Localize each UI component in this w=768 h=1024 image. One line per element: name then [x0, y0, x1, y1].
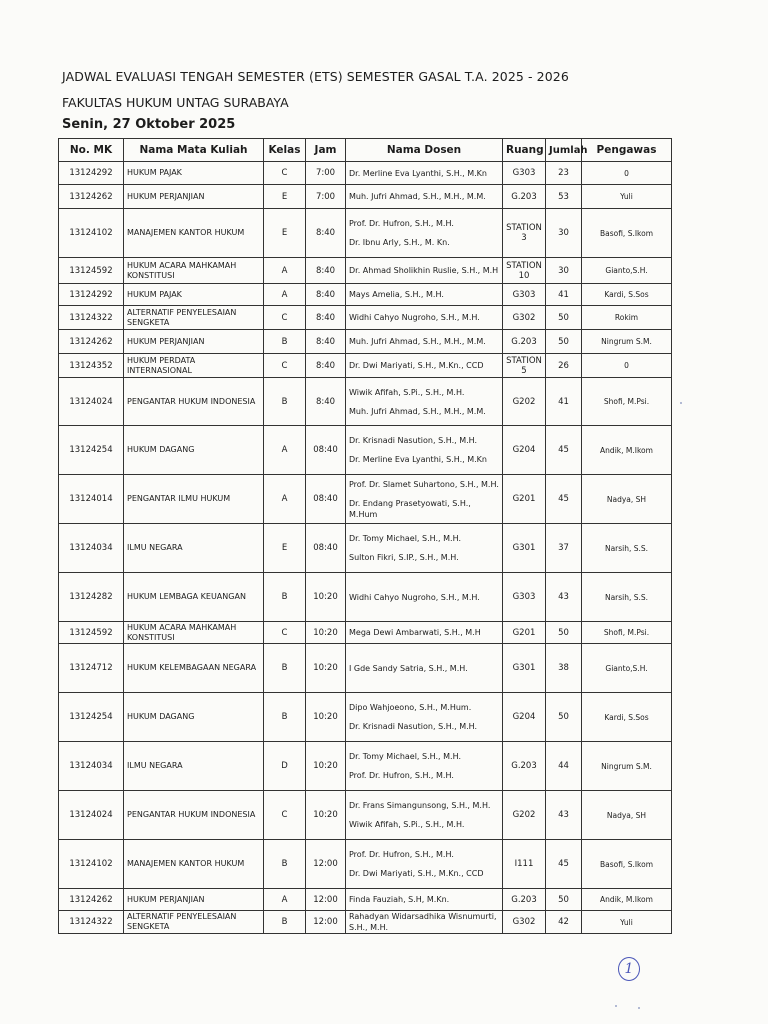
cell-kelas: C	[264, 162, 306, 185]
lecturer-name: Muh. Jufri Ahmad, S.H., M.H., M.M.	[349, 337, 486, 346]
cell-ruang: G202	[503, 791, 546, 840]
page-number-mark: 1	[618, 957, 640, 981]
cell-kelas: B	[264, 330, 306, 354]
cell-jumlah: 37	[546, 524, 582, 573]
cell-jumlah: 41	[546, 378, 582, 426]
cell-dosen	[346, 791, 503, 840]
cell-mata-kuliah: PENGANTAR HUKUM INDONESIA	[124, 791, 264, 840]
cell-mata-kuliah: HUKUM PERJANJIAN	[124, 889, 264, 911]
cell-jumlah: 50	[546, 306, 582, 330]
cell-jam: 12:00	[306, 911, 346, 934]
cell-pengawas: Andik, M.Ikom	[582, 426, 672, 475]
cell-jam: 10:20	[306, 791, 346, 840]
cell-pengawas: Yuli	[582, 911, 672, 934]
cell-jam: 10:20	[306, 573, 346, 622]
cell-kelas: A	[264, 426, 306, 475]
cell-mata-kuliah: HUKUM PAJAK	[124, 162, 264, 185]
cell-ruang: G302	[503, 911, 546, 934]
col-header-jumlah: Jumlah	[546, 139, 582, 162]
cell-jumlah: 50	[546, 693, 582, 742]
cell-kelas: B	[264, 378, 306, 426]
cell-dosen	[346, 742, 503, 791]
cell-jam: 8:40	[306, 330, 346, 354]
cell-mata-kuliah: HUKUM KELEMBAGAAN NEGARA	[124, 644, 264, 693]
cell-mata-kuliah: HUKUM PERDATA INTERNASIONAL	[124, 354, 264, 378]
col-header-no-mk: No. MK	[59, 139, 124, 162]
cell-jam: 8:40	[306, 354, 346, 378]
lecturer-name: Prof. Dr. Hufron, S.H., M.H.	[349, 771, 454, 780]
cell-mata-kuliah: HUKUM ACARA MAHKAMAH KONSTITUSI	[124, 622, 264, 644]
cell-no-mk: 13124024	[59, 791, 124, 840]
cell-no-mk: 13124254	[59, 426, 124, 475]
cell-kelas: E	[264, 524, 306, 573]
cell-no-mk: 13124322	[59, 306, 124, 330]
table-row	[59, 791, 672, 840]
lecturer-name: Prof. Dr. Slamet Suhartono, S.H., M.H.	[349, 479, 499, 489]
lecturer-name: Dr. Krisnadi Nasution, S.H., M.H.	[349, 722, 478, 731]
cell-jumlah: 43	[546, 791, 582, 840]
cell-pengawas: Nadya, SH	[582, 475, 672, 524]
col-header-pengawas: Pengawas	[582, 139, 672, 162]
col-header-kelas: Kelas	[264, 139, 306, 162]
cell-no-mk: 13124292	[59, 284, 124, 306]
cell-pengawas: Rokim	[582, 306, 672, 330]
cell-ruang: G.203	[503, 889, 546, 911]
cell-pengawas: Gianto,S.H.	[582, 644, 672, 693]
lecturer-name: Dr. Frans Simangunsong, S.H., M.H.	[349, 801, 491, 810]
table-row	[59, 185, 672, 209]
cell-jumlah: 50	[546, 622, 582, 644]
cell-no-mk: 13124034	[59, 524, 124, 573]
cell-jumlah: 26	[546, 354, 582, 378]
cell-ruang: G303	[503, 573, 546, 622]
cell-ruang: G201	[503, 622, 546, 644]
table-row	[59, 475, 672, 524]
lecturer-name: Sulton Fikri, S.IP., S.H., M.H.	[349, 553, 459, 562]
cell-pengawas: 0	[582, 354, 672, 378]
cell-mata-kuliah: MANAJEMEN KANTOR HUKUM	[124, 209, 264, 258]
cell-ruang: G301	[503, 524, 546, 573]
cell-mata-kuliah: ILMU NEGARA	[124, 524, 264, 573]
cell-mata-kuliah: ILMU NEGARA	[124, 742, 264, 791]
cell-kelas: A	[264, 889, 306, 911]
cell-kelas: C	[264, 354, 306, 378]
cell-kelas: D	[264, 742, 306, 791]
lecturer-name: Dr. Ahmad Sholikhin Ruslie, S.H., M.H	[349, 266, 499, 275]
cell-ruang: G.203	[503, 330, 546, 354]
cell-pengawas: Shofi, M.Psi.	[582, 622, 672, 644]
cell-pengawas: Narsih, S.S.	[582, 524, 672, 573]
cell-pengawas: Kardi, S.Sos	[582, 693, 672, 742]
cell-no-mk: 13124024	[59, 378, 124, 426]
cell-jam: 8:40	[306, 258, 346, 284]
cell-pengawas: Kardi, S.Sos	[582, 284, 672, 306]
cell-jam: 08:40	[306, 524, 346, 573]
cell-mata-kuliah: HUKUM DAGANG	[124, 693, 264, 742]
cell-jam: 10:20	[306, 742, 346, 791]
lecturer-name: Wiwik Afifah, S.Pi., S.H., M.H.	[349, 387, 465, 397]
cell-dosen	[346, 306, 503, 330]
cell-ruang: G204	[503, 426, 546, 475]
cell-ruang: G204	[503, 693, 546, 742]
lecturer-name: Dr. Tomy Michael, S.H., M.H.	[349, 752, 462, 761]
cell-kelas: B	[264, 693, 306, 742]
cell-no-mk: 13124262	[59, 330, 124, 354]
scan-speck	[615, 1005, 617, 1007]
cell-no-mk: 13124282	[59, 573, 124, 622]
table-row	[59, 284, 672, 306]
lecturer-name: Muh. Jufri Ahmad, S.H., M.H., M.M.	[349, 406, 486, 416]
table-header-row	[59, 139, 672, 162]
cell-dosen	[346, 185, 503, 209]
cell-ruang: I111	[503, 840, 546, 889]
cell-dosen	[346, 644, 503, 693]
cell-jam: 8:40	[306, 284, 346, 306]
cell-jam: 10:20	[306, 644, 346, 693]
cell-jumlah: 42	[546, 911, 582, 934]
cell-kelas: C	[264, 306, 306, 330]
lecturer-name: Prof. Dr. Hufron, S.H., M.H.	[349, 219, 454, 228]
schedule-table-body	[59, 162, 672, 934]
lecturer-name: Dr. Dwi Mariyati, S.H., M.Kn., CCD	[349, 869, 484, 878]
cell-pengawas: Shofi, M.Psi.	[582, 378, 672, 426]
cell-dosen	[346, 354, 503, 378]
cell-jam: 12:00	[306, 840, 346, 889]
cell-no-mk: 13124102	[59, 840, 124, 889]
cell-no-mk: 13124292	[59, 162, 124, 185]
lecturer-name: I Gde Sandy Satria, S.H., M.H.	[349, 663, 468, 673]
lecturer-name: Muh. Jufri Ahmad, S.H., M.H., M.M.	[349, 192, 486, 201]
cell-ruang: STATION 5	[503, 354, 546, 378]
schedule-table	[58, 138, 672, 934]
cell-kelas: E	[264, 209, 306, 258]
cell-jumlah: 44	[546, 742, 582, 791]
cell-no-mk: 13124322	[59, 911, 124, 934]
lecturer-name: Dr. Krisnadi Nasution, S.H., M.H.	[349, 436, 478, 445]
cell-mata-kuliah: HUKUM DAGANG	[124, 426, 264, 475]
cell-pengawas: Ningrum S.M.	[582, 742, 672, 791]
cell-dosen	[346, 524, 503, 573]
table-row	[59, 209, 672, 258]
cell-ruang: G303	[503, 284, 546, 306]
cell-no-mk: 13124712	[59, 644, 124, 693]
cell-kelas: C	[264, 791, 306, 840]
cell-mata-kuliah: PENGANTAR HUKUM INDONESIA	[124, 378, 264, 426]
cell-mata-kuliah: HUKUM PERJANJIAN	[124, 185, 264, 209]
cell-mata-kuliah: HUKUM PERJANJIAN	[124, 330, 264, 354]
col-header-mata-kuliah: Nama Mata Kuliah	[124, 139, 264, 162]
lecturer-name: Dipo Wahjoeono, S.H., M.Hum.	[349, 703, 472, 712]
cell-dosen	[346, 475, 503, 524]
scan-speck	[638, 1007, 640, 1009]
table-row	[59, 258, 672, 284]
lecturer-name: Rahadyan Widarsadhika Wisnumurti, S.H., M.H.	[349, 912, 497, 932]
cell-ruang: G302	[503, 306, 546, 330]
cell-dosen	[346, 330, 503, 354]
cell-kelas: C	[264, 622, 306, 644]
cell-jumlah: 38	[546, 644, 582, 693]
cell-mata-kuliah: PENGANTAR ILMU HUKUM	[124, 475, 264, 524]
cell-dosen	[346, 911, 503, 934]
table-row	[59, 330, 672, 354]
cell-pengawas: Basofi, S.Ikom	[582, 209, 672, 258]
table-row	[59, 524, 672, 573]
cell-jam: 8:40	[306, 209, 346, 258]
cell-mata-kuliah: HUKUM PAJAK	[124, 284, 264, 306]
cell-jumlah: 50	[546, 330, 582, 354]
cell-no-mk: 13124254	[59, 693, 124, 742]
cell-dosen	[346, 284, 503, 306]
table-row	[59, 742, 672, 791]
cell-ruang: G.203	[503, 742, 546, 791]
table-row	[59, 911, 672, 934]
cell-ruang: STATION 3	[503, 209, 546, 258]
cell-dosen	[346, 622, 503, 644]
cell-dosen	[346, 693, 503, 742]
cell-jam: 7:00	[306, 185, 346, 209]
cell-mata-kuliah: HUKUM LEMBAGA KEUANGAN	[124, 573, 264, 622]
cell-jumlah: 30	[546, 258, 582, 284]
cell-no-mk: 13124102	[59, 209, 124, 258]
lecturer-name: Dr. Tomy Michael, S.H., M.H.	[349, 534, 462, 543]
cell-kelas: A	[264, 258, 306, 284]
cell-jam: 10:20	[306, 622, 346, 644]
cell-ruang: G202	[503, 378, 546, 426]
cell-jam: 8:40	[306, 378, 346, 426]
cell-kelas: B	[264, 840, 306, 889]
cell-dosen	[346, 378, 503, 426]
cell-jumlah: 30	[546, 209, 582, 258]
lecturer-name: Dr. Merline Eva Lyanthi, S.H., M.Kn	[349, 168, 487, 178]
cell-jumlah: 45	[546, 426, 582, 475]
cell-no-mk: 13124262	[59, 889, 124, 911]
cell-dosen	[346, 162, 503, 185]
cell-mata-kuliah: ALTERNATIF PENYELESAIAN SENGKETA	[124, 911, 264, 934]
cell-jumlah: 53	[546, 185, 582, 209]
document-title: JADWAL EVALUASI TENGAH SEMESTER (ETS) SEMESTER GASAL T.A. 2025 - 2026	[62, 69, 569, 84]
col-header-jam: Jam	[306, 139, 346, 162]
table-row	[59, 306, 672, 330]
lecturer-name: Dr. Ibnu Arly, S.H., M. Kn.	[349, 238, 450, 247]
cell-kelas: B	[264, 911, 306, 934]
cell-pengawas: Yuli	[582, 185, 672, 209]
cell-no-mk: 13124352	[59, 354, 124, 378]
lecturer-name: Widhi Cahyo Nugroho, S.H., M.H.	[349, 592, 480, 602]
cell-jam: 08:40	[306, 475, 346, 524]
lecturer-name: Dr. Dwi Mariyati, S.H., M.Kn., CCD	[349, 361, 484, 370]
exam-date: Senin, 27 Oktober 2025	[62, 117, 236, 132]
table-row	[59, 693, 672, 742]
cell-ruang: G201	[503, 475, 546, 524]
cell-pengawas: Gianto,S.H.	[582, 258, 672, 284]
cell-jumlah: 45	[546, 840, 582, 889]
cell-dosen	[346, 426, 503, 475]
cell-pengawas: Basofi, S.Ikom	[582, 840, 672, 889]
table-row	[59, 840, 672, 889]
table-row	[59, 889, 672, 911]
table-row	[59, 162, 672, 185]
cell-kelas: A	[264, 284, 306, 306]
cell-dosen	[346, 573, 503, 622]
cell-ruang: G301	[503, 644, 546, 693]
lecturer-name: Dr. Endang Prasetyowati, S.H., M.Hum	[349, 498, 471, 519]
cell-no-mk: 13124034	[59, 742, 124, 791]
cell-jam: 12:00	[306, 889, 346, 911]
cell-jam: 08:40	[306, 426, 346, 475]
cell-pengawas: 0	[582, 162, 672, 185]
lecturer-name: Wiwik Afifah, S.Pi., S.H., M.H.	[349, 820, 465, 829]
table-row	[59, 622, 672, 644]
cell-kelas: A	[264, 475, 306, 524]
cell-ruang: STATION 10	[503, 258, 546, 284]
lecturer-name: Prof. Dr. Hufron, S.H., M.H.	[349, 850, 454, 859]
cell-mata-kuliah: MANAJEMEN KANTOR HUKUM	[124, 840, 264, 889]
cell-no-mk: 13124592	[59, 258, 124, 284]
cell-pengawas: Andik, M.Ikom	[582, 889, 672, 911]
cell-no-mk: 13124592	[59, 622, 124, 644]
cell-no-mk: 13124014	[59, 475, 124, 524]
cell-mata-kuliah: HUKUM ACARA MAHKAMAH KONSTITUSI	[124, 258, 264, 284]
cell-jam: 7:00	[306, 162, 346, 185]
cell-jam: 10:20	[306, 693, 346, 742]
lecturer-name: Widhi Cahyo Nugroho, S.H., M.H.	[349, 313, 480, 322]
table-row	[59, 354, 672, 378]
cell-dosen	[346, 209, 503, 258]
cell-kelas: B	[264, 573, 306, 622]
faculty-name: FAKULTAS HUKUM UNTAG SURABAYA	[62, 95, 289, 110]
cell-jumlah: 43	[546, 573, 582, 622]
table-row	[59, 644, 672, 693]
scan-speck	[680, 402, 682, 404]
lecturer-name: Finda Fauziah, S.H, M.Kn.	[349, 895, 450, 904]
cell-no-mk: 13124262	[59, 185, 124, 209]
cell-dosen	[346, 840, 503, 889]
lecturer-name: Dr. Merline Eva Lyanthi, S.H., M.Kn	[349, 455, 487, 464]
cell-kelas: B	[264, 644, 306, 693]
table-row	[59, 426, 672, 475]
lecturer-name: Mays Amelia, S.H., M.H.	[349, 290, 444, 299]
col-header-ruang: Ruang	[503, 139, 546, 162]
cell-pengawas: Narsih, S.S.	[582, 573, 672, 622]
cell-jam: 8:40	[306, 306, 346, 330]
cell-dosen	[346, 889, 503, 911]
col-header-dosen: Nama Dosen	[346, 139, 503, 162]
cell-jumlah: 41	[546, 284, 582, 306]
cell-pengawas: Ningrum S.M.	[582, 330, 672, 354]
table-row	[59, 573, 672, 622]
lecturer-name: Mega Dewi Ambarwati, S.H., M.H	[349, 628, 481, 637]
cell-mata-kuliah: ALTERNATIF PENYELESAIAN SENGKETA	[124, 306, 264, 330]
cell-pengawas: Nadya, SH	[582, 791, 672, 840]
cell-kelas: E	[264, 185, 306, 209]
cell-jumlah: 50	[546, 889, 582, 911]
table-row	[59, 378, 672, 426]
cell-ruang: G303	[503, 162, 546, 185]
cell-ruang: G.203	[503, 185, 546, 209]
cell-dosen	[346, 258, 503, 284]
cell-jumlah: 23	[546, 162, 582, 185]
cell-jumlah: 45	[546, 475, 582, 524]
